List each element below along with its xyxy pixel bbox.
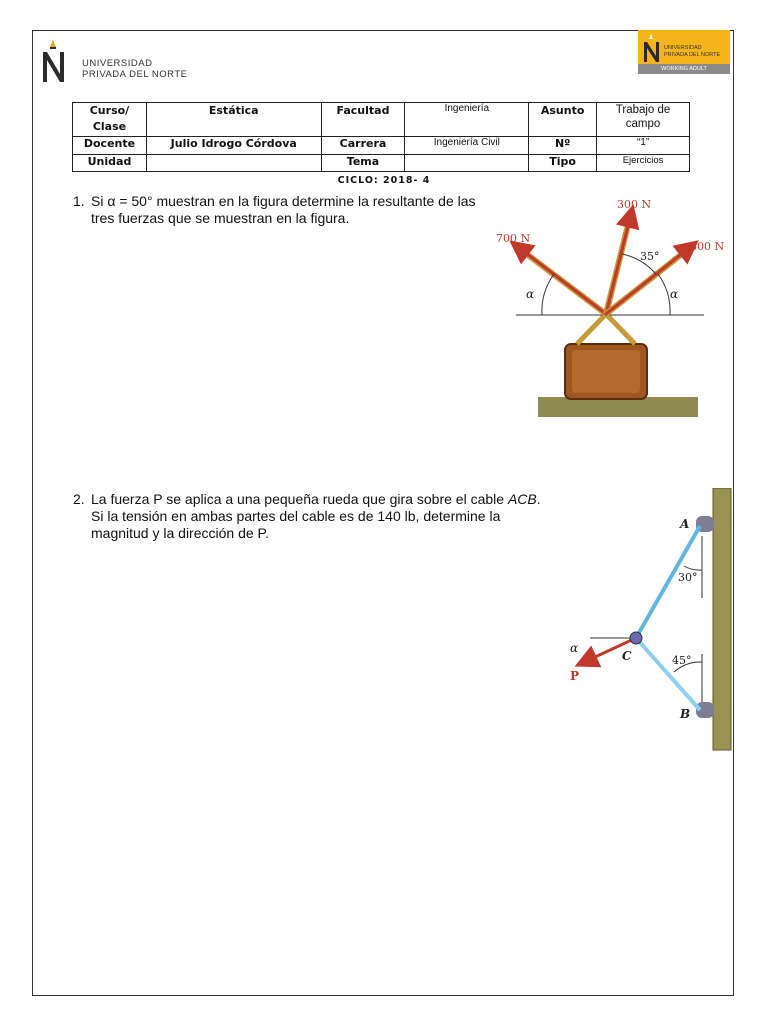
university-name-small-line2: PRIVADA DEL NORTE — [664, 51, 721, 58]
label-alpha-right: α — [670, 287, 679, 301]
label-curso: Curso/ Clase — [73, 103, 147, 137]
university-name — [82, 58, 187, 80]
value-asunto: Trabajo de campo — [597, 103, 690, 137]
label-carrera: Carrera — [321, 137, 405, 155]
working-adult-logo — [638, 30, 730, 74]
label-facultad: Facultad — [321, 103, 405, 137]
arc-30 — [684, 566, 702, 570]
cable-cb — [636, 638, 700, 710]
upn-n-logo-icon — [38, 38, 78, 88]
value-unidad — [146, 155, 321, 172]
figure-1-forces — [482, 192, 738, 418]
label-numero: Nº — [529, 137, 597, 155]
university-name-line1: UNIVERSIDAD — [82, 58, 153, 69]
label-600n: 600 N — [690, 240, 725, 253]
value-curso: Estática — [146, 103, 321, 137]
label-docente: Docente — [73, 137, 147, 155]
value-tema — [405, 155, 529, 172]
label-a: A — [680, 517, 690, 531]
label-300n: 300 N — [617, 198, 652, 211]
wall — [713, 488, 731, 750]
label-tipo: Tipo — [529, 155, 597, 172]
label-c: C — [622, 649, 632, 663]
label-tema: Tema — [321, 155, 405, 172]
value-numero: “1” — [597, 137, 690, 155]
label-700n: 700 N — [496, 232, 531, 245]
problem-2-text-after: . Si la tensión en ambas partes del cable es de 140 lb, determine la magnitud y la dirección de P. — [91, 491, 541, 541]
rope-right — [606, 314, 635, 344]
university-name-line2: PRIVADA DEL NORTE — [82, 69, 188, 80]
label-35deg: 35° — [640, 250, 660, 263]
label-asunto: Asunto — [529, 103, 597, 137]
university-name-small-line1: UNIVERSIDAD — [664, 45, 702, 51]
university-logo — [38, 38, 208, 88]
alpha-arc-right — [658, 274, 670, 315]
problem-1-number: 1. — [73, 193, 85, 209]
ciclo-label: CICLO: 2018- 4 — [337, 175, 431, 186]
problem-1-text: Si α = 50° muestran en la figura determine la resultante de las tres fuerzas que se muestran en la figura. — [91, 193, 476, 226]
value-carrera: Ingeniería Civil — [405, 137, 529, 155]
header-row-1 — [73, 103, 690, 137]
alpha-arc-left — [542, 274, 554, 315]
label-unidad: Unidad — [73, 155, 147, 172]
rope-left — [577, 314, 606, 344]
label-alpha-left: α — [526, 287, 535, 301]
label-30deg: 30° — [678, 571, 698, 584]
label-b: B — [680, 707, 691, 721]
problem-2-text-italic: ACB — [507, 491, 537, 507]
pulley-c — [630, 632, 642, 644]
value-facultad: Ingeniería — [405, 103, 529, 137]
figure-2-pulley — [556, 488, 734, 752]
problem-2-number: 2. — [73, 491, 85, 507]
label-45deg: 45° — [672, 654, 692, 667]
label-alpha: α — [570, 641, 579, 655]
university-name-small — [664, 45, 720, 58]
crate-face — [572, 350, 640, 393]
working-adult-label: WORKING ADULT — [638, 64, 730, 74]
header-row-3 — [73, 155, 690, 172]
header-row-2 — [73, 137, 690, 155]
value-docente: Julio Idrogo Córdova — [146, 137, 321, 155]
value-tipo: Ejercicios — [597, 155, 690, 172]
force-700-arrow — [514, 244, 606, 314]
header-table — [72, 102, 690, 172]
problem-2-text-before: La fuerza P se aplica a una pequeña rueda que gira sobre el cable — [91, 491, 508, 507]
problem-2 — [73, 491, 553, 542]
label-p: P — [570, 669, 580, 683]
problem-1 — [73, 193, 476, 227]
upn-n-small-icon — [640, 32, 666, 66]
